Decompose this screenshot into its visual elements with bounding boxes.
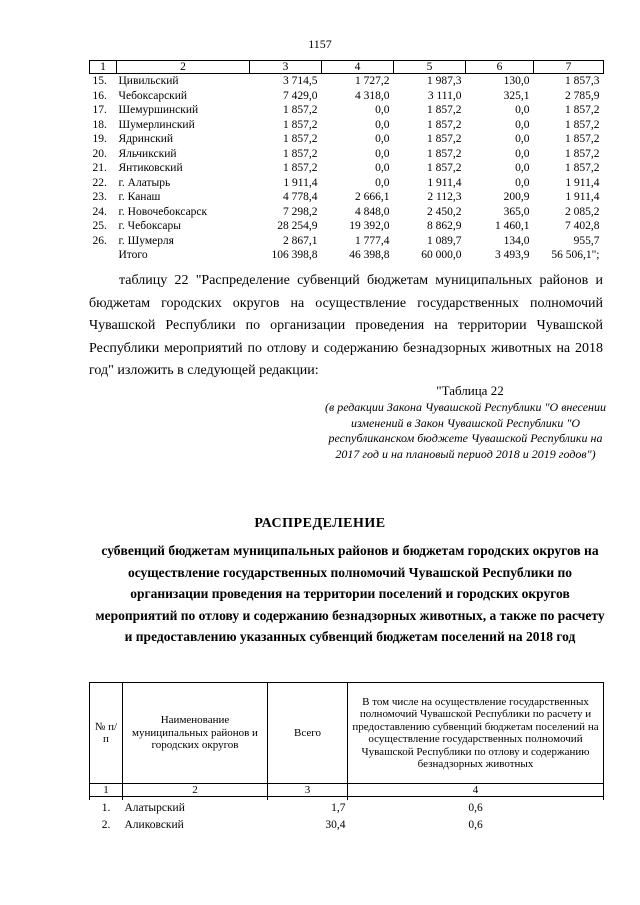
- amount-cell: 1 857,2: [283, 118, 318, 131]
- row-number: 24.: [92, 205, 107, 218]
- row-number: 22.: [92, 176, 107, 189]
- municipality-name: Шумерлинский: [118, 118, 195, 131]
- amount-cell: 0,0: [375, 147, 390, 160]
- municipality-name: Чебоксарский: [118, 89, 188, 102]
- row-number: 21.: [92, 162, 107, 174]
- amount-cell: 2 666,1: [355, 191, 390, 203]
- document-subtitle: субвенций бюджетам муниципальных районов и бюджетам городских округов на осуществление государственных полномочий Чувашской Республики по организации проведения на территории поселений и городских округов мероприятий по отлову и содержанию безнадзорных животных, а также по расчету и предоставлению указанных субвенций бюджетам поселений на 2018 год: [95, 543, 605, 644]
- amount-cell: 3 493,9: [495, 249, 530, 261]
- amount-cell: 7 429,0: [283, 89, 318, 102]
- column-number: 5: [394, 61, 466, 74]
- municipality-name: Алатырский: [124, 802, 185, 814]
- table-label: "Таблица 22: [436, 383, 504, 398]
- amount-cell: 0,0: [375, 176, 390, 189]
- municipality-name: г. Канаш: [118, 191, 161, 203]
- amount-cell: 3 714,5: [283, 75, 318, 87]
- amount-cell: 1 857,2: [427, 133, 462, 145]
- row-number: 17.: [92, 104, 107, 116]
- amount-cell: 1 857,2: [565, 133, 600, 145]
- amount-cell: 0,0: [515, 118, 530, 131]
- table-row: [90, 248, 604, 263]
- amount-cell: 1 911,4: [427, 176, 462, 189]
- amount-cell: 56 506,1";: [551, 249, 600, 261]
- amount-cell: 2 112,3: [427, 191, 462, 203]
- municipality-name: г. Алатырь: [118, 176, 171, 189]
- amount-cell: 28 254,9: [277, 220, 318, 232]
- amount-cell: 1 857,2: [427, 118, 462, 131]
- amount-cell: 0,0: [515, 104, 530, 116]
- header-name: Наименование муниципальных районов и городских округов: [123, 683, 268, 784]
- table-row: [90, 190, 604, 205]
- municipality-name: Аликовский: [124, 819, 184, 831]
- table-header-row: [90, 683, 604, 784]
- amount-cell: 2 785,9: [565, 89, 600, 102]
- row-number: 25.: [92, 220, 107, 232]
- amount-cell: 1 857,2: [427, 147, 462, 160]
- column-number: 1: [90, 784, 123, 797]
- amount-cell: 1 911,4: [283, 176, 318, 189]
- amount-cell: 0,0: [515, 147, 530, 160]
- amount-cell: 0,6: [468, 802, 483, 814]
- municipality-name: Цивильский: [118, 75, 179, 87]
- amount-cell: 130,0: [503, 75, 530, 87]
- amount-cell: 1 857,2: [283, 133, 318, 145]
- municipality-name: Итого: [118, 249, 148, 261]
- municipality-name: г. Новочебоксарск: [118, 205, 208, 218]
- amount-cell: 1 857,2: [565, 162, 600, 174]
- amount-cell: 0,0: [375, 162, 390, 174]
- header-including: В том числе на осуществление государственных полномочий Чувашской Республики по расчету и предоставлению субвенций бюджетам поселений на осуществление государственных полномочий Чувашской Республики по отлову и содержанию безнадзорных животных: [348, 683, 604, 784]
- table-row: [90, 74, 604, 89]
- amount-cell: 46 398,8: [349, 249, 390, 261]
- amendment-text: таблицу 22 "Распределение субвенций бюджетам муниципальных районов и бюджетам городских округов на осуществление государственных полномочий Чувашской Республики по организации проведения на территории Чувашской Республики мероприятий по отлову и содержанию безнадзорных животных на 2018 год" изложить в следующей редакции:: [89, 273, 603, 378]
- subvention-table-continued: [89, 60, 604, 263]
- amount-cell: 4 848,0: [355, 205, 390, 218]
- amount-cell: 1,7: [331, 802, 346, 814]
- table-row: [90, 89, 604, 104]
- column-number: 1: [90, 61, 117, 74]
- municipality-name: Янтиковский: [118, 162, 183, 174]
- amount-cell: 1 460,1: [495, 220, 530, 232]
- amount-cell: 7 298,2: [283, 205, 318, 218]
- amount-cell: 1 911,4: [565, 191, 600, 203]
- amount-cell: 8 862,9: [427, 220, 462, 232]
- amount-cell: 1 987,3: [427, 75, 462, 87]
- amount-cell: 1 727,2: [355, 75, 390, 87]
- municipality-name: г. Шумерля: [118, 234, 174, 247]
- municipality-name: г. Чебоксары: [118, 220, 181, 232]
- table-row: [90, 205, 604, 220]
- table-row: [90, 800, 604, 817]
- amount-cell: 0,0: [515, 162, 530, 174]
- amendment-paragraph: [89, 270, 603, 383]
- amount-cell: 106 398,8: [271, 249, 318, 261]
- row-number: 16.: [92, 89, 107, 102]
- amount-cell: 0,0: [375, 104, 390, 116]
- row-number: 26.: [92, 234, 107, 247]
- table-row: [90, 147, 604, 162]
- amount-cell: 1 857,2: [427, 104, 462, 116]
- table-row: [90, 176, 604, 191]
- amount-cell: 1 857,2: [283, 147, 318, 160]
- amount-cell: 200,9: [503, 191, 530, 203]
- column-number-row: [90, 784, 604, 797]
- header-num: № п/п: [90, 683, 123, 784]
- amount-cell: 134,0: [503, 234, 530, 247]
- amount-cell: 19 392,0: [349, 220, 390, 232]
- amount-cell: 0,0: [375, 133, 390, 145]
- amount-cell: 2 867,1: [283, 234, 318, 247]
- column-number: 3: [268, 784, 348, 797]
- column-number: 2: [123, 784, 268, 797]
- table-row: [90, 161, 604, 176]
- row-number: 19.: [92, 133, 107, 145]
- amount-cell: 325,1: [503, 89, 530, 102]
- table-row: [90, 817, 604, 834]
- amount-cell: 1 857,2: [283, 162, 318, 174]
- column-number: 4: [348, 784, 604, 797]
- amount-cell: 365,0: [503, 205, 530, 218]
- column-number: 6: [466, 61, 534, 74]
- distribution-table: [89, 682, 604, 834]
- edition-note: (в редакции Закона Чувашской Республики "О внесении изменений в Закон Чувашской Республики "О республиканском бюджете Чувашской Республики на 2017 год и на плановый период 2018 и 2019 годов"): [324, 400, 606, 461]
- table-row: [90, 118, 604, 133]
- row-number: 23.: [92, 191, 107, 203]
- column-number-row: [90, 61, 604, 74]
- amount-cell: 30,4: [325, 819, 346, 831]
- amount-cell: 1 857,2: [427, 162, 462, 174]
- column-number: 4: [322, 61, 394, 74]
- amount-cell: 0,0: [515, 176, 530, 189]
- municipality-name: Ядринский: [118, 133, 174, 145]
- row-number: 2.: [101, 819, 111, 831]
- amount-cell: 1 857,2: [565, 147, 600, 160]
- amount-cell: 3 111,0: [427, 89, 462, 102]
- amount-cell: 60 000,0: [421, 249, 462, 261]
- amount-cell: 1 089,7: [427, 234, 462, 247]
- table-row: [90, 219, 604, 234]
- column-number: 7: [534, 61, 604, 74]
- table-row: [90, 234, 604, 249]
- amount-cell: 4 778,4: [283, 191, 318, 203]
- amount-cell: 0,6: [468, 819, 483, 831]
- header-total: Всего: [268, 683, 348, 784]
- table-row: [90, 132, 604, 147]
- row-number: 18.: [92, 118, 107, 131]
- municipality-name: Шемуршинский: [118, 104, 199, 116]
- amount-cell: 955,7: [573, 234, 600, 247]
- amount-cell: 1 857,2: [565, 118, 600, 131]
- amount-cell: 1 777,4: [355, 234, 390, 247]
- amount-cell: 1 911,4: [565, 176, 600, 189]
- amount-cell: 2 450,2: [427, 205, 462, 218]
- column-number: 2: [117, 61, 250, 74]
- row-number: 20.: [92, 147, 107, 160]
- row-number: 15.: [92, 75, 107, 87]
- row-number: [90, 248, 117, 263]
- table-row: [90, 103, 604, 118]
- column-number: 3: [250, 61, 322, 74]
- amount-cell: 1 857,2: [565, 104, 600, 116]
- page-number: 1157: [308, 37, 332, 51]
- amount-cell: 1 857,3: [565, 75, 600, 87]
- municipality-name: Яльчикский: [118, 147, 177, 160]
- row-number: 1.: [101, 802, 111, 814]
- amount-cell: 1 857,2: [283, 104, 318, 116]
- amount-cell: 7 402,8: [565, 220, 600, 232]
- document-title: РАСПРЕДЕЛЕНИЕ: [254, 516, 386, 531]
- amount-cell: 0,0: [515, 133, 530, 145]
- amount-cell: 0,0: [375, 118, 390, 131]
- amount-cell: 2 085,2: [565, 205, 600, 218]
- amount-cell: 4 318,0: [355, 89, 390, 102]
